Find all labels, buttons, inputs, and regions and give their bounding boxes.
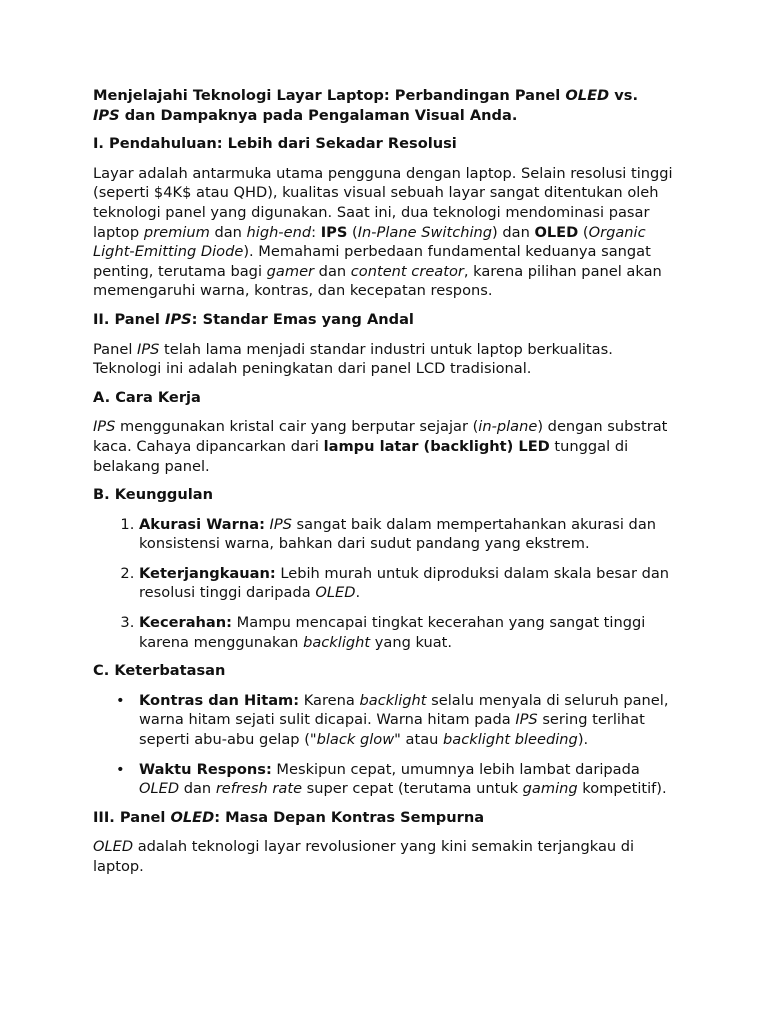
text: Panel [93,340,138,358]
heading-text: IPS [165,310,192,328]
text: backlight [359,691,427,709]
text: Emitting Diode [134,243,244,261]
text: high [246,223,279,241]
text: - [371,223,377,241]
text: tunggal di belakang panel. [93,437,629,475]
text: in-plane [478,418,538,436]
list-item [139,613,683,652]
text: selalu menyala di seluruh panel, warna hitam sejati sulit dicapai. Warna hitam pada [139,691,669,729]
text: lampu latar (backlight) LED [323,437,550,455]
text: - [278,223,284,241]
bullet-icon: • [116,760,125,778]
subheading-keterbatasan: C. Keterbatasan [93,662,226,680]
text: Layar adalah antarmuka utama pengguna dengan laptop. Selain resolusi tinggi (seperti $4K$ atau QHD), kualitas visual sebuah layar sangat ditentukan oleh teknologi panel yang digunakan. Saat ini, dua teknologi mendominasi pasar laptop [93,164,673,241]
text: OLED [93,838,134,856]
text: IPS [515,711,538,729]
list-item [139,515,683,554]
title-text: IPS [93,106,120,124]
text: sering terlihat seperti abu-abu gelap (" [139,711,645,749]
text: OLED [534,223,579,241]
text: " atau [394,731,444,749]
heading-text: OLED [170,808,215,826]
item-label: Waktu Respons: [139,760,272,778]
title-text: dan Dampaknya pada Pengalaman Visual Anda. [119,106,518,124]
text: backlight bleeding [443,731,578,749]
text: gamer [266,262,315,280]
text: sangat baik dalam mempertahankan akurasi dan konsistensi warna, bahkan dari sudut pandang yang ekstrem. [139,515,657,553]
list-item [116,760,683,799]
heading-text: II. Panel [93,310,166,328]
text: ) dan [492,223,535,241]
text: premium [143,223,210,241]
text: , karena pilihan panel akan memengaruhi warna, kontras, dan kecepatan respons. [93,262,662,300]
text: Organic Light [93,223,646,261]
text: ) dengan substrat kaca. Cahaya dipancarkan dari [93,418,668,455]
item-label: Keterjangkauan: [139,564,276,582]
subheading-cara-kerja: A. Cara Kerja [93,388,201,406]
text: content creator [350,262,464,280]
text: kompetitif). [577,780,667,798]
text: menggunakan kristal cair yang berputar sejajar ( [115,418,479,436]
item-label: Kontras dan Hitam: [139,691,300,709]
text: gaming [522,780,578,798]
paragraph-pendahuluan [93,164,683,301]
text: : [311,223,321,241]
document-page [93,86,683,877]
text: . [355,584,361,602]
text: black glow [316,731,395,749]
paragraph-ips-intro [93,340,683,379]
text: adalah teknologi layar revolusioner yang kini semakin terjangkau di laptop. [93,838,635,875]
text: super cepat (terutama untuk [302,780,523,798]
text: ( [578,223,589,241]
text: ( [347,223,358,241]
heading-text: : Standar Emas yang Andal [191,310,414,328]
text: dan [179,780,216,798]
list-item [139,564,683,603]
heading-text: III. Panel [93,808,171,826]
keunggulan-list [93,515,683,653]
text: dan [209,223,247,241]
text: refresh rate [215,780,303,798]
text: backlight [303,633,371,651]
text: dan [314,262,351,280]
text: ). [577,731,589,749]
text: In [357,223,372,241]
text: ). Memahami perbedaan fundamental keduanya sangat penting, terutama bagi [93,243,651,280]
text: Karena [299,691,360,709]
text: IPS [137,340,160,358]
document-title [93,86,683,125]
section-heading-oled [93,808,683,828]
list-item [116,691,683,750]
section-heading-pendahuluan: I. Pendahuluan: Lebih dari Sekadar Resolusi [93,135,457,153]
heading-text: : Masa Depan Kontras Sempurna [214,808,485,826]
title-text: vs. [609,87,638,104]
title-text: OLED [565,87,610,104]
title-text: Menjelajahi Teknologi Layar Laptop: Perbandingan Panel [93,87,566,104]
text: Mampu mencapai tingkat kecerahan yang sangat tinggi karena menggunakan [139,614,646,651]
text: yang kuat. [370,633,453,651]
paragraph-cara-kerja [93,417,683,476]
text: OLED [315,584,356,602]
section-heading-ips [93,310,683,330]
paragraph-oled-intro [93,837,683,876]
bullet-icon: • [116,691,125,709]
text: Lebih murah untuk diproduksi dalam skala besar dan resolusi tinggi daripada [139,564,670,602]
text: telah lama menjadi standar industri untuk laptop berkualitas. Teknologi ini adalah peningkatan dari panel LCD tradisional. [93,340,613,378]
subheading-keunggulan: B. Keunggulan [93,486,213,504]
text: OLED [139,780,180,798]
text: - [129,243,135,261]
text: Meskipun cepat, umumnya lebih lambat daripada [271,760,640,778]
keterbatasan-list [93,691,683,799]
text: end [283,223,312,241]
item-label: Akurasi Warna: [139,515,265,533]
text: IPS [93,418,116,436]
text: IPS [320,223,348,241]
text: IPS [269,515,292,533]
text: Plane Switching [376,223,493,241]
item-label: Kecerahan: [139,614,233,632]
